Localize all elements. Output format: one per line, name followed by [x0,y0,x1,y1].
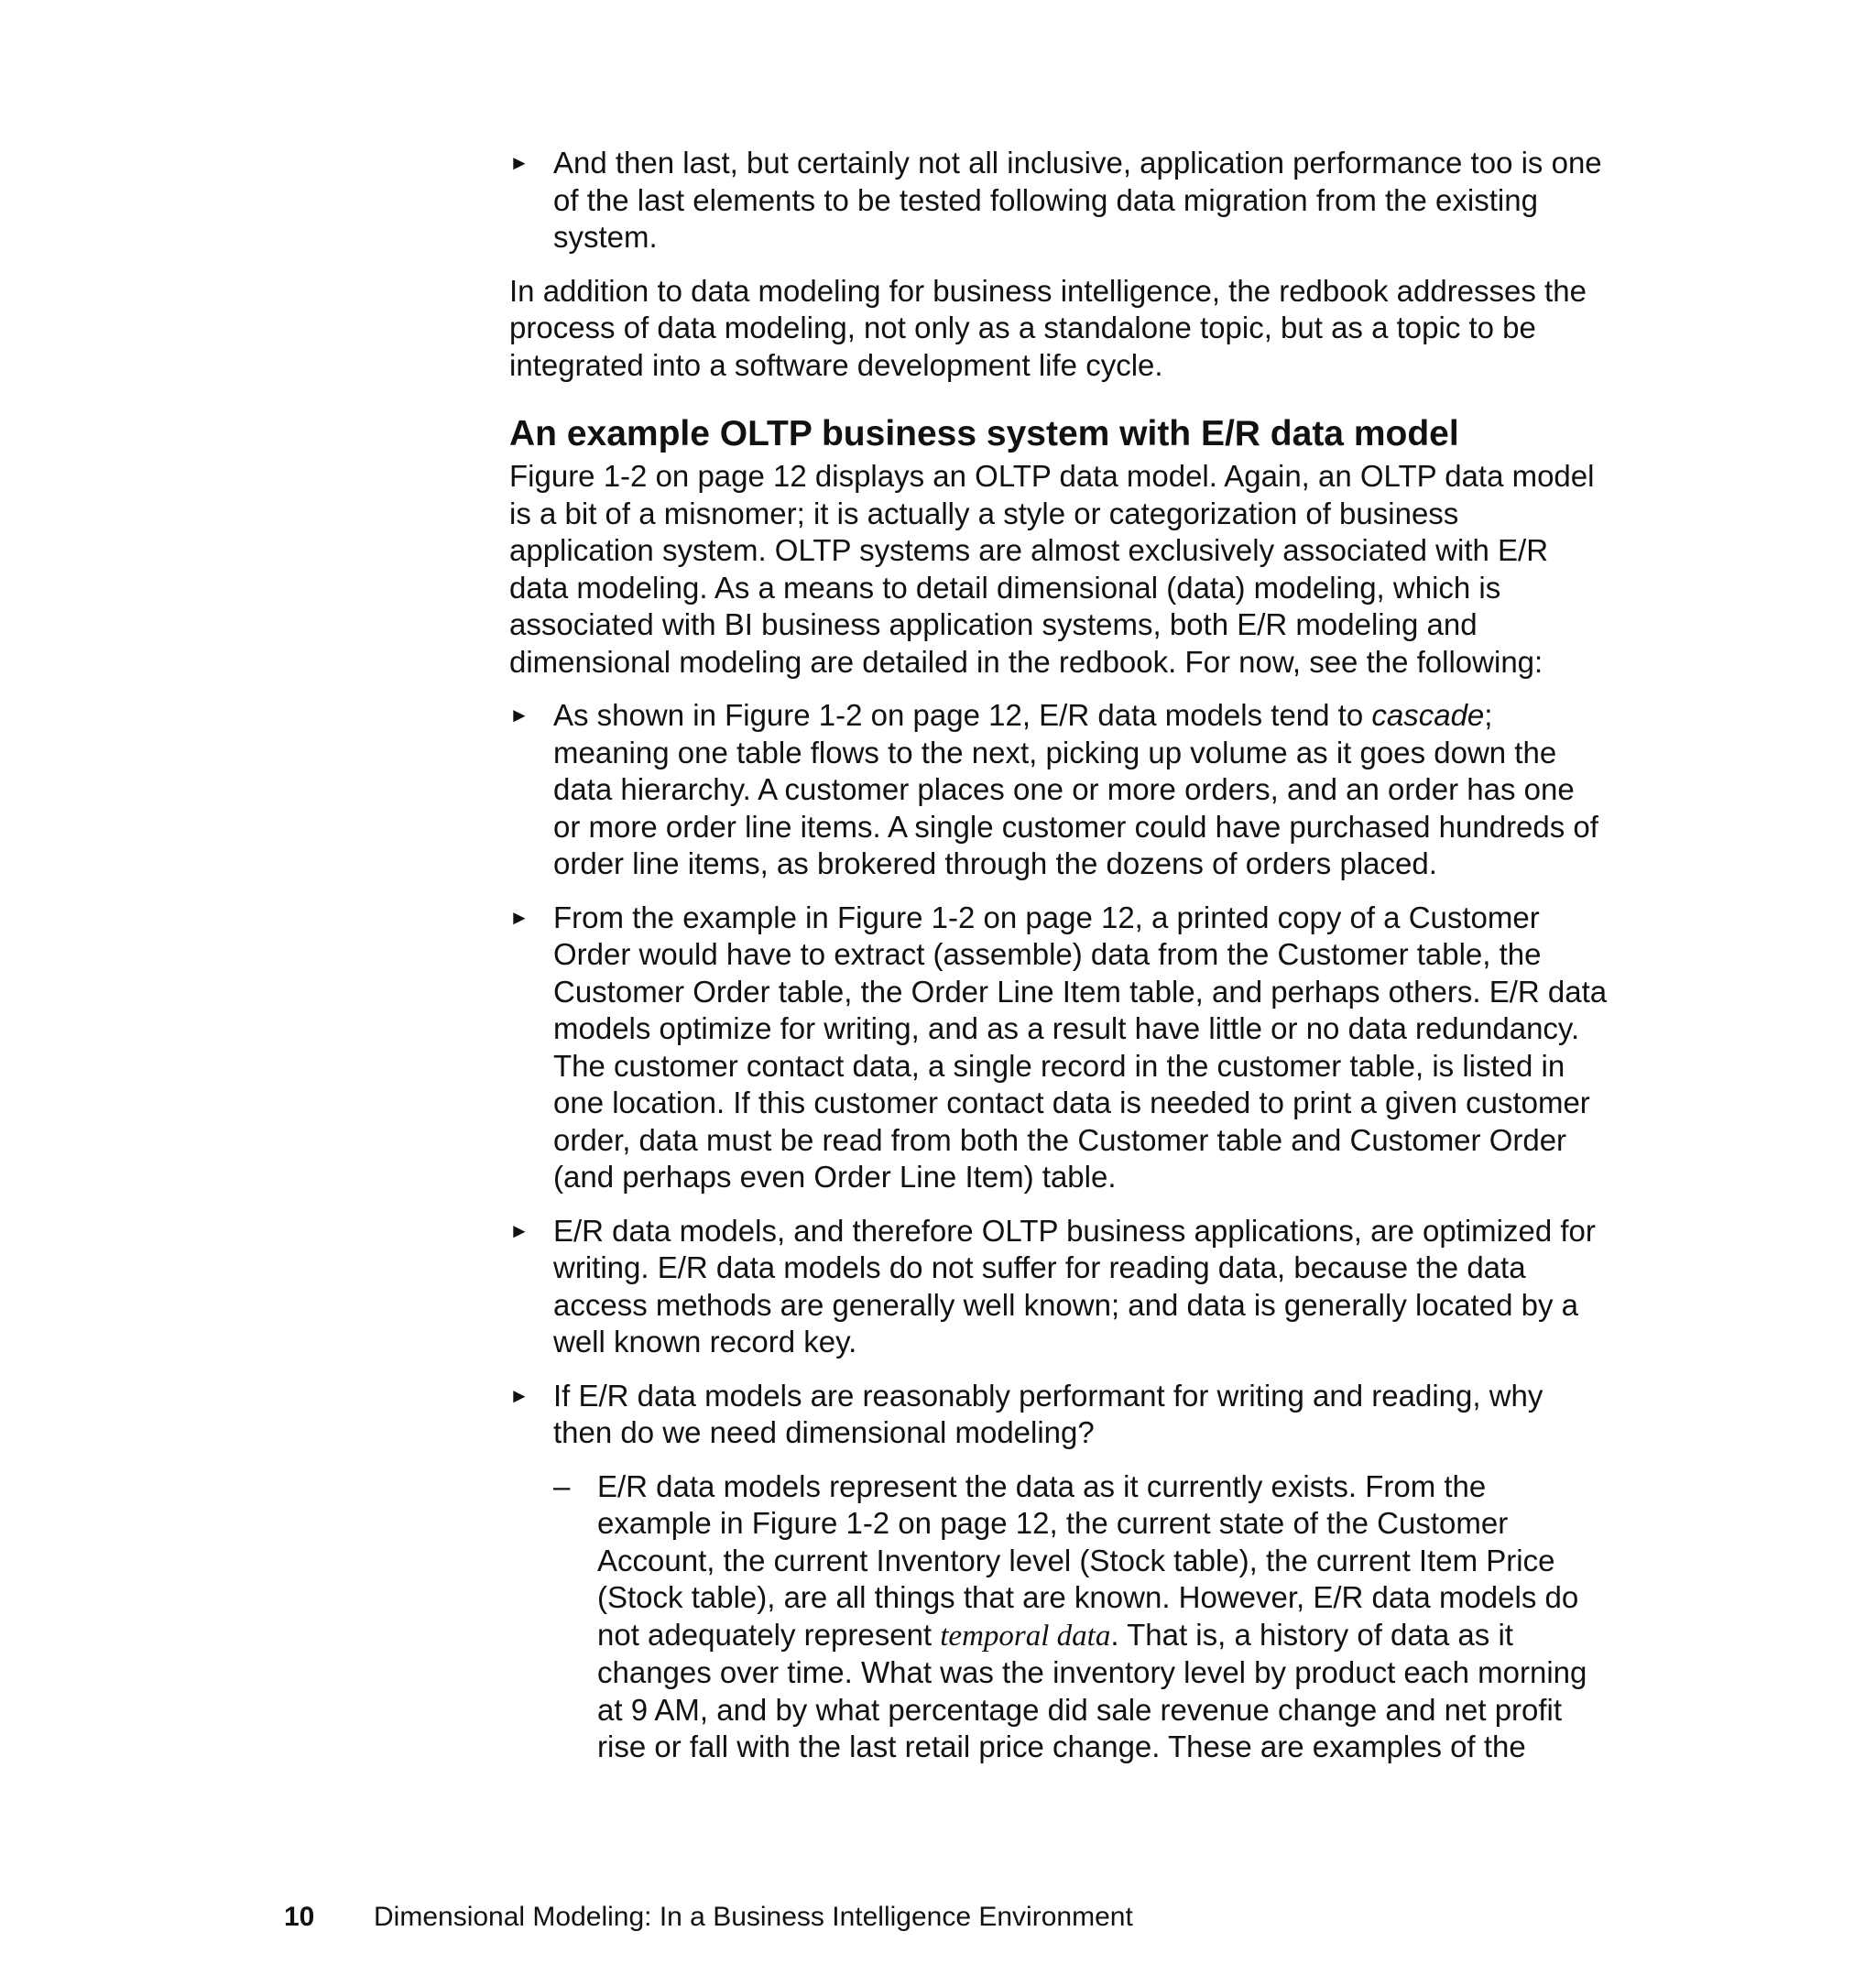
bullet-item [509,145,1609,256]
emphasis: cascade [1371,698,1485,732]
book-title: Dimensional Modeling: In a Business Intelligence Environment [374,1902,1133,1932]
paragraph: In addition to data modeling for business intelligence, the redbook addresses the process of data modeling, not only as a standalone topic, but as a topic to be integrated into a software development life cycle. [509,273,1587,382]
page-number: 10 [284,1902,315,1932]
bullet-text: From the example in Figure 1-2 on page 12, a printed copy of a Customer Order would have to extract (assemble) data from the Customer table, the Customer Order table, the Order Line Item table, and perhaps others. E/R data models optimize for writing, and as a result have little or no data redundancy. The customer contact data, a single record in the customer table, is listed in one location. If this customer contact data is needed to print a given customer order, data must be read from both the Customer table and Customer Order (and perhaps even Order Line Item) table. [553,900,1608,1194]
bullet-item [509,1378,1609,1452]
bullet-item [509,697,1609,883]
bullet-arrow-icon: ► [509,704,529,726]
dash-icon: – [553,1468,571,1503]
bullet-item [509,1213,1609,1361]
bullet-text: If E/R data models are reasonably performant for writing and reading, why then do we need dimensional modeling? [553,1378,1543,1449]
bullet-arrow-icon: ► [509,151,529,174]
sub-bullet-text: E/R data models represent the data as it currently exists. From the example in Figure 1-2 on page 12, the current state of the Customer Account, the current Inventory level (Stock table), the current Item Price (Stock table), are all things that are known. However, E/R data models do not adequately represent temporal data. That is, a history of data as it changes over time. What was the inventory level by product each morning at 9 AM, and by what percentage did sale revenue change and net profit rise or fall with the last retail price change. These are examples of the [597,1468,1587,1763]
sub-bullet-item [509,1468,1609,1766]
bullet-text: As shown in Figure 1-2 on page 12, E/R data models tend to cascade; meaning one table flows to the next, picking up volume as it goes down the data hierarchy. A customer places one or more orders, and an order has one or more order line items. A single customer could have purchased hundreds of order line items, as brokered through the dozens of orders placed. [553,698,1598,880]
page-footer [284,1899,1133,1936]
section-heading: An example OLTP business system with E/R data model [509,414,1459,453]
page-body [509,145,1609,1783]
bullet-arrow-icon: ► [509,1218,529,1242]
bullet-text: E/R data models, and therefore OLTP business applications, are optimized for writing. E/R data models do not suffer for reading data, because the data access methods are generally well known; and data is generally located by a well known record key. [553,1213,1596,1359]
bullet-text: And then last, but certainly not all inclusive, application performance too is one of the last elements to be tested following data migration from the existing system. [553,146,1602,254]
paragraph: Figure 1-2 on page 12 displays an OLTP data model. Again, an OLTP data model is a bit of a misnomer; it is actually a style or categorization of business application system. OLTP systems are almost exclusively associated with E/R data modeling. As a means to detail dimensional (data) modeling, which is associated with BI business application systems, both E/R modeling and dimensional modeling are detailed in the redbook. For now, see the following: [509,459,1595,679]
emphasis: temporal data [940,1619,1111,1653]
bullet-arrow-icon: ► [509,1383,529,1407]
bullet-arrow-icon: ► [509,905,529,929]
bullet-item [509,900,1609,1196]
